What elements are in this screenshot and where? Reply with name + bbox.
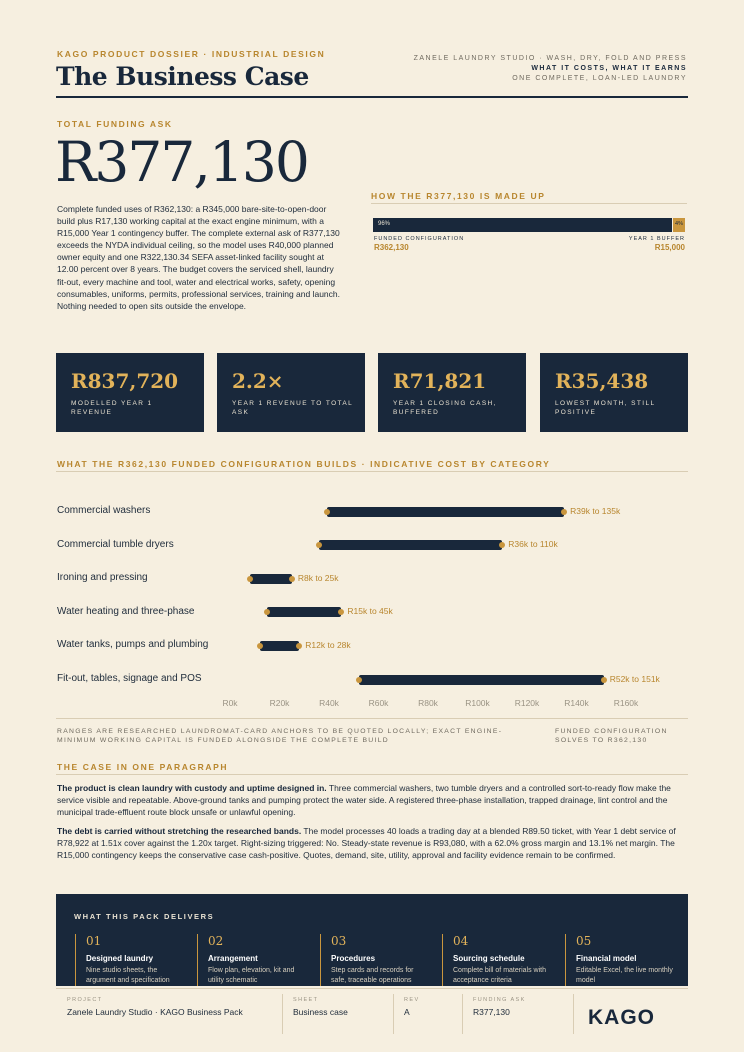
range-low-marker: [247, 576, 253, 582]
delivers-title: WHAT THIS PACK DELIVERS: [74, 912, 215, 921]
range-high-marker: [296, 643, 302, 649]
deliverable-title: Sourcing schedule: [453, 954, 525, 963]
x-tick-label: R20k: [269, 698, 290, 708]
range-bar: [327, 507, 565, 517]
row-label: Water tanks, pumps and plumbing: [57, 639, 209, 650]
x-tick-label: R160k: [613, 698, 639, 708]
deliverable-sourcing-schedule: [442, 934, 552, 986]
case-title-rule: [56, 774, 688, 775]
case-p1-body: Three commercial washers, two tumble dryers and a controlled sort-to-ready flow make the service visible and repeatable. Above-ground tanks and pumping protect the water side. A registered three-phase installation, trapped drainage, lint control and the municipal trade-effluent route block unsafe or unlawful opening.: [57, 783, 671, 817]
kpi-label: YEAR 1 REVENUE TO TOTAL ASK: [232, 400, 353, 416]
x-tick-label: R100k: [465, 698, 490, 708]
case-p2-lead: The debt is carried without stretching the researched bands.: [57, 826, 302, 836]
kpi-card-closing-cash: [378, 353, 526, 432]
makeup-right-label: YEAR 1 BUFFER: [628, 236, 685, 242]
header-rule: [56, 96, 688, 98]
row-label: Commercial washers: [57, 505, 151, 516]
range-label: R15k to 45k: [347, 606, 393, 616]
footer-divider: [462, 994, 463, 1034]
case-p1-lead: The product is clean laundry with custody and uptime designed in.: [57, 783, 327, 793]
deliverable-procedures: [320, 934, 430, 986]
range-label: R52k to 151k: [609, 674, 660, 684]
deliverable-title: Financial model: [576, 954, 637, 963]
footer-project-label: PROJECT: [67, 997, 103, 1003]
makeup-segment-buffer: [673, 218, 685, 232]
x-tick-label: R40k: [319, 698, 339, 708]
footer-ask-value: R377,130: [473, 1007, 510, 1017]
range-bar: [267, 607, 341, 617]
x-tick-label: R80k: [418, 698, 438, 708]
case-title: THE CASE IN ONE PARAGRAPH: [57, 762, 229, 772]
deliverable-title: Arrangement: [208, 954, 258, 963]
kpi-label: MODELLED YEAR 1 REVENUE: [71, 400, 153, 416]
makeup-bar: [373, 218, 685, 232]
footer-rev-label: REV: [404, 997, 420, 1003]
deliverable-financial-model: [565, 934, 675, 986]
header-right-block: [414, 55, 687, 82]
x-tick-label: R140k: [564, 698, 589, 708]
range-bar: [250, 574, 292, 584]
deliverable-number: 05: [576, 934, 592, 948]
range-label: R8k to 25k: [297, 573, 339, 583]
deliverable-arrangement: [197, 934, 307, 986]
funding-label: TOTAL FUNDING ASK: [57, 119, 173, 129]
kpi-card-lowest-month: [540, 353, 688, 432]
kpi-label: LOWEST MONTH, STILL POSITIVE: [555, 400, 656, 416]
deliverable-desc: Flow plan, elevation, kit and utility schematic: [208, 967, 295, 984]
kpi-label: YEAR 1 CLOSING CASH, BUFFERED: [393, 400, 497, 416]
x-tick-label: R60k: [368, 698, 389, 708]
funding-description: Complete funded uses of R362,130: a R345,000 bare-site-to-open-door build plus R17,130 working capital at the exact engine minimum, with a R15,000 Year 1 contingency buffer. The complete external ask of R377,130 exceeds the NYDA individual ceiling, so the model uses R40,000 planned owner equity and one R322,130.34 SEFA asset-linked facility sought at 12.00 percent over 8 years. The budget covers the serviced shell, laundry fit-out, every machine and tool, water and electrical works, safety, opening consumables, uniforms, permits, professional services, training and launch. Nothing needed to open sits outside the envelope.: [57, 204, 340, 311]
row-label: Commercial tumble dryers: [57, 539, 174, 550]
row-label: Fit-out, tables, signage and POS: [57, 673, 202, 684]
makeup-segment-funded: [373, 218, 672, 232]
kpi-value: R837,720: [71, 369, 179, 393]
footer-divider: [573, 994, 574, 1034]
deliverable-number: 04: [453, 934, 469, 948]
makeup-rule: [371, 203, 687, 204]
deliverable-desc: Step cards and records for safe, traceable operations: [331, 967, 414, 984]
range-bar: [319, 540, 502, 550]
chart-title-rule: [56, 471, 688, 472]
range-label: R12k to 28k: [305, 640, 351, 650]
footer-project-value: Zanele Laundry Studio · KAGO Business Pack: [67, 1007, 243, 1017]
footer-rev-value: A: [404, 1007, 410, 1017]
x-tick-label: R120k: [514, 698, 540, 708]
x-tick-label: R0k: [222, 698, 238, 708]
makeup-seg1-label: 96%: [378, 221, 391, 227]
kpi-value: 2.2×: [232, 369, 284, 393]
range-bar: [260, 641, 300, 651]
footer-divider: [393, 994, 394, 1034]
deliverable-title: Procedures: [331, 954, 376, 963]
header-right-line2: WHAT IT COSTS, WHAT IT EARNS: [531, 65, 687, 72]
chart-title: WHAT THE R362,130 FUNDED CONFIGURATION BUILDS · INDICATIVE COST BY CATEGORY: [57, 459, 551, 469]
makeup-title: HOW THE R377,130 IS MADE UP: [371, 191, 546, 201]
makeup-seg2-label: 4%: [675, 221, 683, 227]
range-low-marker: [356, 677, 362, 683]
range-label: R39k to 135k: [570, 506, 621, 516]
kpi-value: R35,438: [555, 369, 649, 393]
header-right-line3: ONE COMPLETE, LOAN-LED LAUNDRY: [512, 75, 687, 82]
header-right-line1: ZANELE LAUNDRY STUDIO · WASH, DRY, FOLD AND PRESS: [413, 55, 687, 62]
row-label: Water heating and three-phase: [57, 606, 195, 617]
kago-logo: KAGO: [588, 1006, 655, 1029]
chart-note-left: RANGES ARE RESEARCHED LAUNDROMAT-CARD ANCHORS TO BE QUOTED LOCALLY; EXACT ENGINE-MINIMUM WORKING CAPITAL IS FUNDED ALONGSIDE THE COMPLETE BUILD: [57, 728, 503, 744]
case-paragraph-1: [57, 782, 687, 818]
deliverable-desc: Editable Excel, the live monthly model: [576, 967, 673, 984]
case-p2-body: The model processes 40 loads a trading day at a blended R89.50 ticket, with Year 1 debt service of R78,922 at 1.51x cover against the 1.20x target. Right-sizing triggered: No. Steady-state revenue is R93,080, with a 62.0% gross margin and 13.1% net margin. The R15,000 contingency keeps the conservative case cash-positive. Quotes, demand, site, utility, approval and facility evidence remain to be confirmed.: [57, 826, 676, 860]
kpi-value: R71,821: [393, 369, 487, 393]
chart-note-right: FUNDED CONFIGURATION SOLVES TO R362,130: [555, 728, 668, 744]
deliverable-number: 01: [86, 934, 102, 948]
range-bar: [359, 675, 604, 685]
range-high-marker: [338, 609, 344, 615]
deliverable-desc: Nine studio sheets, the argument and specification: [86, 967, 170, 984]
range-high-marker: [561, 509, 567, 515]
range-high-marker: [289, 576, 295, 582]
deliverable-desc: Complete bill of materials with acceptance criteria: [453, 967, 546, 984]
footer-sheet-label: SHEET: [293, 997, 319, 1003]
footer-divider: [282, 994, 283, 1034]
footer-sheet-value: Business case: [293, 1007, 348, 1017]
makeup-right-value: R15,000: [654, 243, 685, 252]
case-paragraph-2: [57, 825, 687, 861]
range-high-marker: [499, 542, 505, 548]
kpi-card-revenue: [56, 353, 204, 432]
deliverable-designed-laundry: [75, 934, 185, 986]
kpi-card-ratio: [217, 353, 365, 432]
chart-bottom-rule: [56, 718, 688, 719]
makeup-left-label: FUNDED CONFIGURATION: [374, 236, 465, 242]
makeup-left-value: R362,130: [374, 243, 409, 252]
row-label: Ironing and pressing: [57, 572, 148, 583]
page-title: The Business Case: [56, 62, 309, 91]
range-label: R36k to 110k: [508, 539, 558, 549]
deliverable-title: Designed laundry: [86, 954, 154, 963]
deliverable-number: 02: [208, 934, 224, 948]
funding-amount: R377,130: [55, 130, 308, 194]
range-low-marker: [324, 509, 330, 515]
deliverable-number: 03: [331, 934, 347, 948]
dossier-kicker: KAGO PRODUCT DOSSIER · INDUSTRIAL DESIGN: [57, 49, 326, 59]
footer-ask-label: FUNDING ASK: [473, 997, 526, 1003]
range-high-marker: [601, 677, 607, 683]
range-low-marker: [257, 643, 263, 649]
